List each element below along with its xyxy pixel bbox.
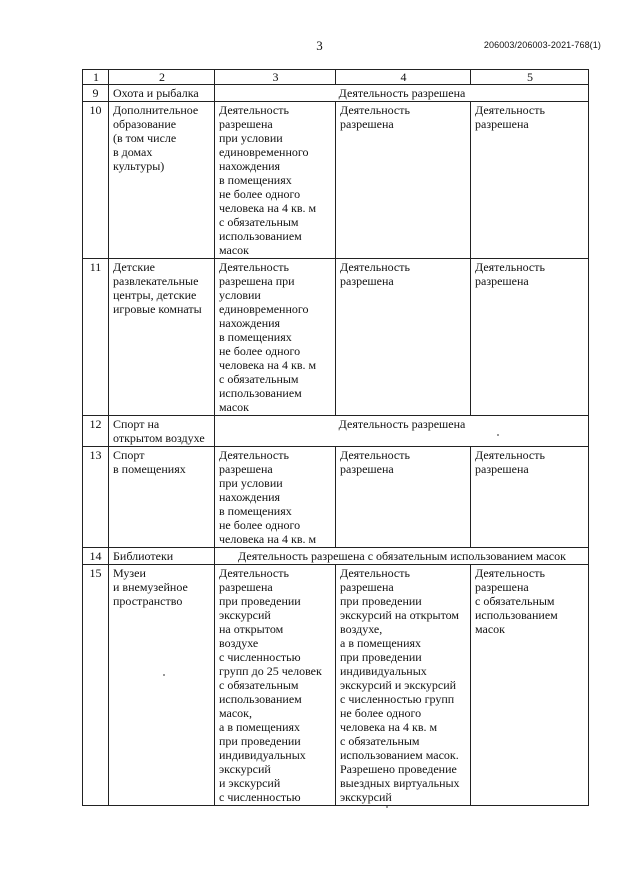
row-number: 11	[83, 259, 109, 416]
activity-name: Музеи и внемузейное пространство	[109, 565, 215, 806]
table-row	[83, 102, 589, 259]
scan-speck	[386, 806, 388, 808]
column-header: 5	[471, 70, 589, 85]
status-cell-col3: Деятельность разрешена при условии нахождения в помещениях не более одного человека на 4 кв. м	[215, 447, 336, 548]
table-row	[83, 85, 589, 102]
table-row	[83, 565, 589, 806]
merged-status-cell: Деятельность разрешена с обязательным использованием масок	[215, 548, 589, 565]
scan-speck	[497, 434, 499, 436]
column-header: 2	[109, 70, 215, 85]
document-id: 206003/206003-2021-768(1)	[483, 40, 601, 50]
status-cell-col4: Деятельность разрешена	[336, 447, 471, 548]
status-cell-col5: Деятельность разрешена	[471, 447, 589, 548]
regulation-table	[82, 69, 589, 806]
row-number: 13	[83, 447, 109, 548]
page-number: 3	[316, 38, 323, 53]
status-cell-col5: Деятельность разрешена	[471, 259, 589, 416]
status-cell-col5: Деятельность разрешена	[471, 102, 589, 259]
status-cell-col3: Деятельность разрешена при условии единовременного нахождения в помещениях не более одного человека на 4 кв. м с обязательным использованием масок	[215, 102, 336, 259]
merged-status-cell: Деятельность разрешена	[215, 85, 589, 102]
status-cell-col3: Деятельность разрешена при проведении экскурсий на открытом воздухе с численностью групп до 25 человек с обязательным использованием масок, а в помещениях при проведении индивидуальных экскурсий и экскурсий с численностью	[215, 565, 336, 806]
status-cell-col5: Деятельность разрешена с обязательным использованием масок	[471, 565, 589, 806]
row-number: 14	[83, 548, 109, 565]
column-header: 4	[336, 70, 471, 85]
status-cell-col4: Деятельность разрешена при проведении экскурсий на открытом воздухе, а в помещениях при проведении индивидуальных экскурсий и экскурсий с численностью групп не более одного человека на 4 кв. м с обязательным использованием масок. Разрешено проведение выездных виртуальных экскурсий	[336, 565, 471, 806]
table-header-row	[83, 70, 589, 85]
status-cell-col4: Деятельность разрешена	[336, 259, 471, 416]
scan-speck	[163, 674, 165, 676]
table-row	[83, 259, 589, 416]
activity-name: Спорт в помещениях	[109, 447, 215, 548]
table-row	[83, 416, 589, 447]
column-header: 3	[215, 70, 336, 85]
activity-name: Библиотеки	[109, 548, 215, 565]
row-number: 10	[83, 102, 109, 259]
column-header: 1	[83, 70, 109, 85]
activity-name: Охота и рыбалка	[109, 85, 215, 102]
row-number: 9	[83, 85, 109, 102]
status-cell-col4: Деятельность разрешена	[336, 102, 471, 259]
activity-name: Дополнительное образование (в том числе в домах культуры)	[109, 102, 215, 259]
row-number: 12	[83, 416, 109, 447]
row-number: 15	[83, 565, 109, 806]
table-row	[83, 548, 589, 565]
status-cell-col3: Деятельность разрешена при условии единовременного нахождения в помещениях не более одного человека на 4 кв. м с обязательным использованием масок	[215, 259, 336, 416]
table-row	[83, 447, 589, 548]
activity-name: Детские развлекательные центры, детские игровые комнаты	[109, 259, 215, 416]
merged-status-cell: Деятельность разрешена	[215, 416, 589, 447]
activity-name: Спорт на открытом воздухе	[109, 416, 215, 447]
